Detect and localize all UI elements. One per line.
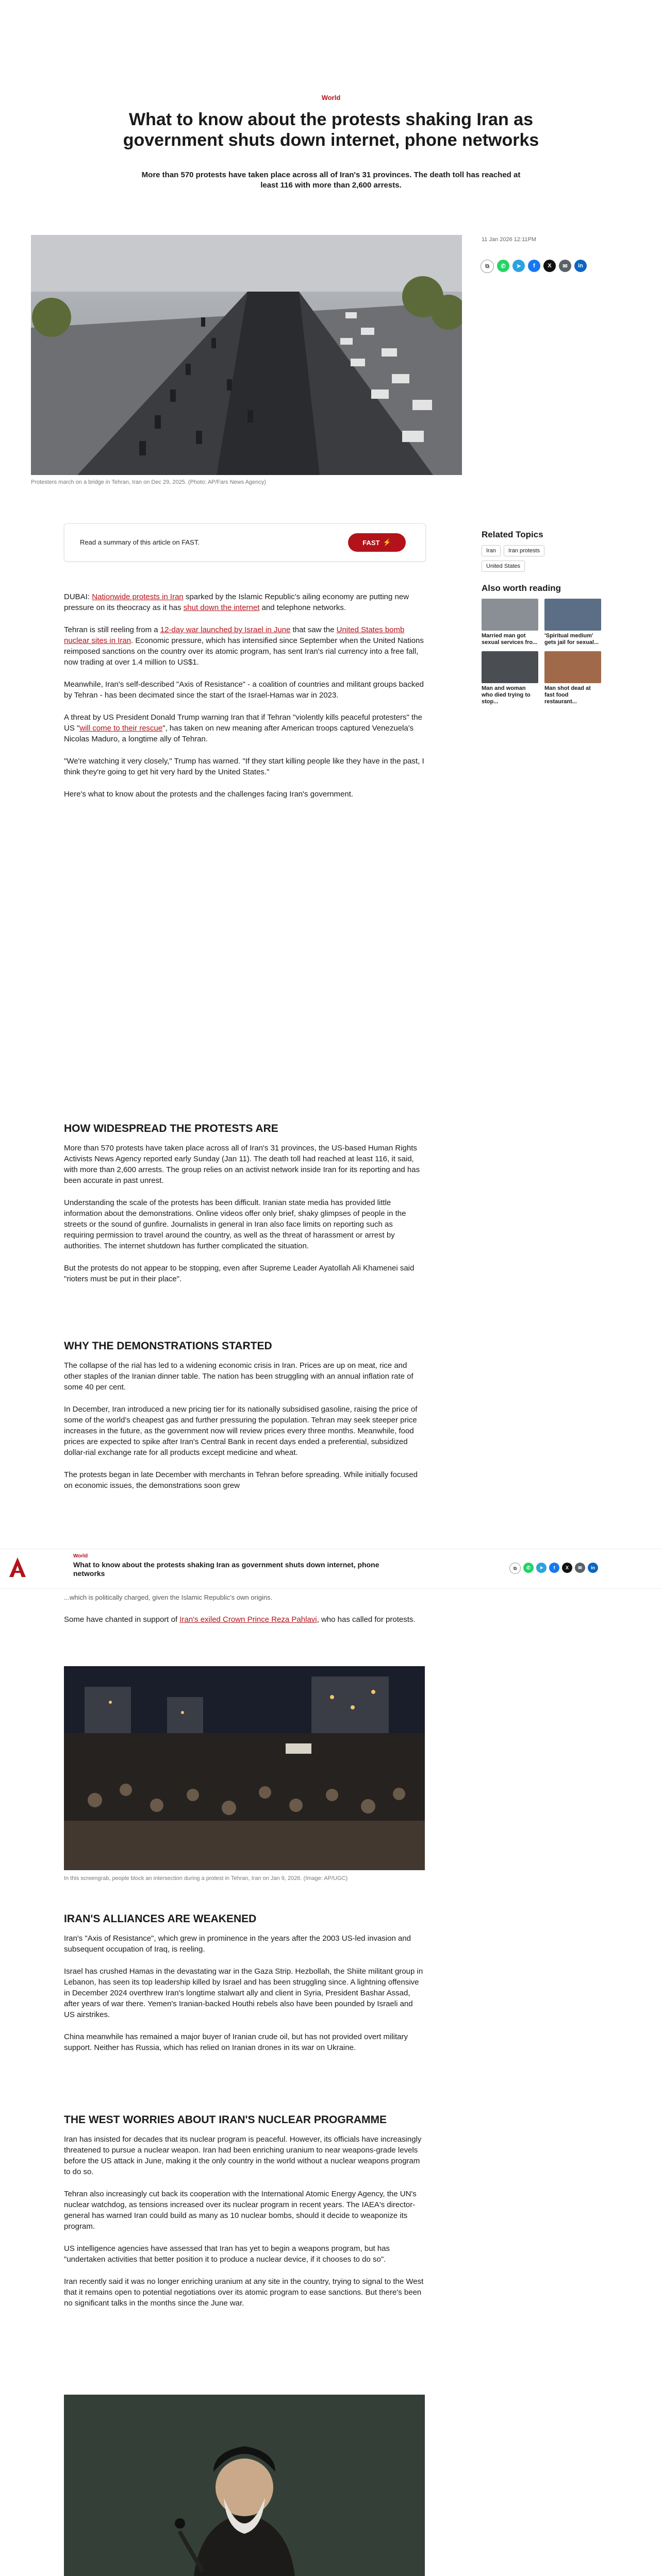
paragraph: More than 570 protests have taken place across all of Iran's 31 provinces, the US-based Human Rights Activists News Agency reported early Sunday (Jan 11). The death toll had reached at least 116, it said, with more than 2,600 arrests. The group relies on an activist network inside Iran for its reporting and has been accurate in past unrest. [64,1144,420,1185]
tag-list [482,545,605,576]
paragraph: "We're watching it very closely," Trump has warned. "If they start killing people like they have in the past, I think they're going to get hit very hard by the United States." [64,757,424,776]
inline-link[interactable]: United States bomb nuclear sites in Iran [64,625,405,645]
link-icon[interactable]: ⧉ [481,260,494,273]
thumbnail [482,599,538,631]
fast-summary-text: Read a summary of this article on FAST. [80,538,200,546]
thumbnail [544,651,601,683]
fast-summary-box [64,523,426,562]
also-worth-reading-title: Also worth reading [482,583,561,593]
paragraph: US intelligence agencies have assessed that Iran has yet to begin a weapons program, but has "undertaken activities that better position it to produce a nuclear device, if it chooses to do so". [64,2244,390,2264]
section-why-started-cont [64,1592,425,1636]
section-kicker[interactable]: World [321,94,341,101]
inline-link[interactable]: 12-day war launched by Israel in June [160,625,291,634]
inline-link[interactable]: will come to their rescue [79,724,163,733]
reading-card[interactable]: Man and woman who died trying to stop... [482,651,538,705]
thumbnail [482,651,538,683]
fast-button-label: FAST [362,538,380,547]
headline: What to know about the protests shaking Iran as government shuts down internet, phone networks [123,110,539,150]
paragraph: Meanwhile, Iran's self-described "Axis of Resistance" - a coalition of countries and militant groups backed by Tehran - has been decimated since the start of the Israel-Hamas war in 2023. [64,680,424,700]
link-icon[interactable]: ⧉ [509,1563,521,1574]
telegram-icon[interactable]: ➤ [512,260,525,272]
x-icon[interactable]: X [543,260,556,272]
publish-date: 11 Jan 2026 12:11PM [482,236,537,243]
inline-link[interactable]: shut down the internet [183,603,260,612]
facebook-icon[interactable]: f [549,1563,559,1573]
linkedin-icon[interactable]: in [574,260,587,272]
paragraph: Israel has crushed Hamas in the devastating war in the Gaza Strip. Hezbollah, the Shiite militant group in Lebanon, has seen its top leadership killed by Israel and has been struggling since. A lightning offensive in December 2024 overthrew Iran's longtime stalwart ally and client in Syria, President Bashar Assad, after years of war there. Yemen's Iranian-backed Houthi rebels also have been pounded by Israeli and US airstrikes. [64,1967,423,2019]
paragraph: ...which is politically charged, given the Islamic Republic's own origins. [64,1594,273,1601]
reading-grid [482,599,605,705]
hero-image [31,235,462,475]
email-icon[interactable]: ✉ [559,260,571,272]
section-why-started [64,1340,425,1491]
facebook-icon[interactable]: f [528,260,540,272]
paragraph: Iran's "Axis of Resistance", which grew in prominence in the years after the 2003 US-led invasion and subsequent occupation of Iraq, is reeling. [64,1934,411,1954]
paragraph: Tehran also increasingly cut back its cooperation with the International Atomic Energy Agency, the UN's nuclear watchdog, as tensions increased over its nuclear program in recent years. The IAEA's director-general has warned Iran could build as many as 10 nuclear bombs, should it decide to weaponize its program. [64,2190,417,2231]
tag[interactable]: United States [482,561,525,572]
thumbnail [544,599,601,631]
whatsapp-icon[interactable]: ✆ [523,1563,534,1573]
sticky-headline: What to know about the protests shaking Iran as government shuts down internet, phone networks [73,1561,379,1578]
protest-photo [64,1666,425,1870]
section-widespread [64,1122,425,1296]
paragraph: Here's what to know about the protests and the challenges facing Iran's government. [64,790,354,799]
khamenei-photo [64,2395,425,2576]
site-logo-icon[interactable] [8,1556,27,1578]
paragraph: DUBAI: Nationwide protests in Iran sparked by the Islamic Republic's ailing economy are putting new pressure on its theocracy as it has shut down the internet and telephone networks. [64,592,409,612]
sticky-header [0,1549,662,1589]
section-alliances [64,1912,425,2064]
section-heading: WHY THE DEMONSTRATIONS STARTED [64,1340,272,1352]
section-heading: IRAN'S ALLIANCES ARE WEAKENED [64,1913,257,1925]
paragraph: A threat by US President Donald Trump warning Iran that if Tehran "violently kills peaceful protesters" the US "will come to their rescue", has taken on new meaning after American troops captured Venezuela's Nicolas Maduro, a longtime ally of Tehran. [64,713,422,743]
share-bar [481,260,587,273]
x-icon[interactable]: X [562,1563,572,1573]
section-heading: THE WEST WORRIES ABOUT IRAN'S NUCLEAR PROGRAMME [64,2114,387,2126]
related-topics-title: Related Topics [482,530,543,539]
paragraph: In December, Iran introduced a new pricing tier for its nationally subsidised gasoline, raising the price of some of the world's cheapest gas and further pressuring the population. Tehran may seek steeper price increases in the future, as the government now will review prices every three months. Meanwhile, food prices are expected to spike after Iran's Central Bank in recent days ended a preferential, subsidized dollar-rial exchange rate for all products except medicine and wheat. [64,1405,418,1457]
email-icon[interactable]: ✉ [575,1563,585,1573]
reading-card[interactable]: 'Spiritual medium' gets jail for sexual... [544,599,601,646]
paragraph: The protests began in late December with merchants in Tehran before spreading. While initially focused on economic issues, the demonstrations soon grew [64,1470,418,1490]
inline-link[interactable]: Nationwide protests in Iran [92,592,184,601]
inline-link[interactable]: Iran's exiled Crown Prince Reza Pahlavi [179,1615,317,1624]
paragraph: Tehran is still reeling from a 12-day war launched by Israel in June that saw the United States bomb nuclear sites in Iran. Economic pressure, which has intensified since September when the United Nations reimposed sanctions on the country over its atomic program, has sent Iran's rial currency into a free fall, now trading at over 1.4 million to US$1. [64,625,424,667]
paragraph: But the protests do not appear to be stopping, even after Supreme Leader Ayatollah Ali Khamenei said "rioters must be put in their place". [64,1264,415,1283]
reading-card[interactable]: Man shot dead at fast food restaurant... [544,651,601,705]
paragraph: China meanwhile has remained a major buyer of Iranian crude oil, but has not provided overt military support. Neither has Russia, which has relied on Iranian drones in its war on Ukraine. [64,2032,408,2052]
dek: More than 570 protests have taken place across all of Iran's 31 provinces. The death toll has reached at least 116 with more than 2,600 arrests. [141,171,521,190]
telegram-icon[interactable]: ➤ [536,1563,547,1573]
tag[interactable]: Iran protests [504,545,544,556]
sticky-share-bar [509,1563,598,1574]
fast-button[interactable] [348,533,406,552]
linkedin-icon[interactable]: in [588,1563,598,1573]
paragraph: The collapse of the rial has led to a widening economic crisis in Iran. Prices are up on meat, rice and other staples of the Iranian dinner table. The nation has been struggling with an annual inflation rate of some 40 per cent. [64,1361,413,1392]
sidebar [482,530,605,705]
section-nuclear [64,2113,425,2320]
paragraph: Iran recently said it was no longer enriching uranium at any site in the country, trying to signal to the West that it remains open to potential negotiations over its atomic program to ease sanctions. But there's been no significant talks in the months since the June war. [64,2277,424,2308]
tag[interactable]: Iran [482,545,501,556]
sticky-kicker[interactable]: World [73,1553,88,1559]
lightning-icon: ⚡ [383,538,391,546]
paragraph: Understanding the scale of the protests has been difficult. Iranian state media has provided little information about the demonstrations. Online videos offer only brief, shaky glimpses of people in the streets or the sound of gunfire. Journalists in general in Iran also face limits on reporting such as requiring permission to travel around the country, as well as the threat of harassment or arrest by authorities. The internet shutdown has further complicated the situation. [64,1198,406,1250]
section-heading: HOW WIDESPREAD THE PROTESTS ARE [64,1123,278,1134]
whatsapp-icon[interactable]: ✆ [497,260,509,272]
paragraph: Iran has insisted for decades that its nuclear program is peaceful. However, its officials have increasingly threatened to pursue a nuclear weapon. Iran had been enriching uranium to near weapons-grade levels before the US attack in June, making it the only country in the world without a nuclear weapons program to do so. [64,2135,422,2176]
reading-card[interactable]: Married man got sexual services fro... [482,599,538,646]
hero-caption: Protesters march on a bridge in Tehran, Iran on Dec 29, 2025. (Photo: AP/Fars News Agency) [31,479,266,485]
article-intro [64,591,425,811]
paragraph: Some have chanted in support of Iran's exiled Crown Prince Reza Pahlavi, who has called for protests. [64,1615,416,1624]
protest-photo-caption: In this screengrab, people block an intersection during a protest in Tehran, Iran on Jan 9, 2026. (Image: AP/UGC) [64,1875,348,1882]
